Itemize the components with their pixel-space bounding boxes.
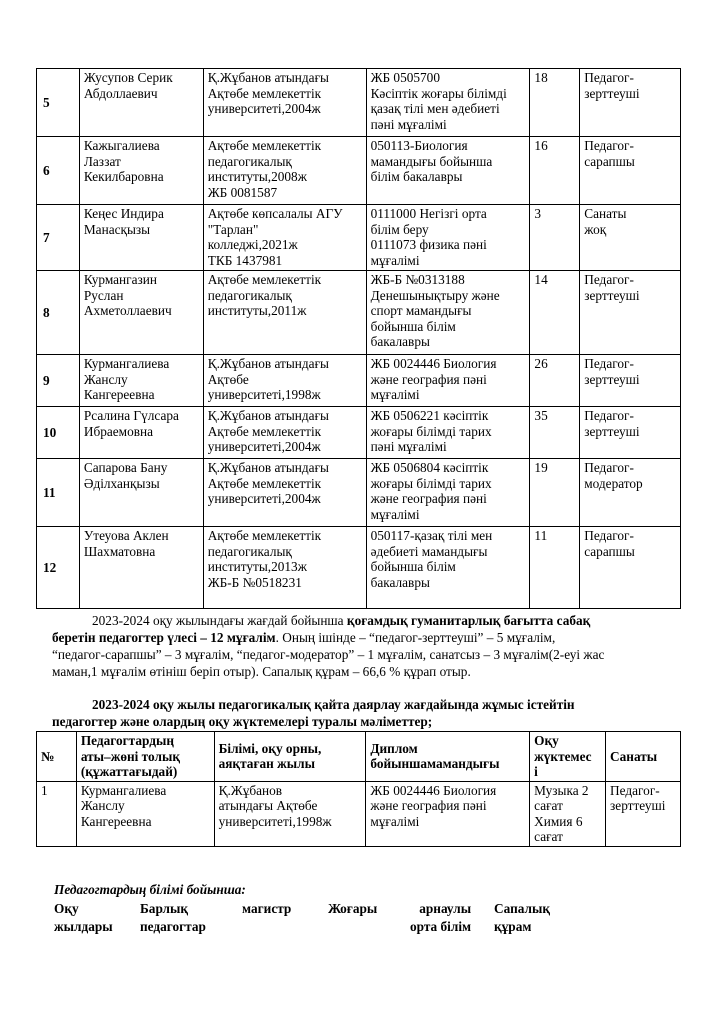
row-number: 7	[37, 205, 80, 271]
heading-line: педагогтер және олардың оқу жүктемелері туралы мәліметтер;	[52, 714, 433, 729]
col-line: құрам	[494, 919, 532, 934]
col-line: орта білім	[410, 919, 472, 934]
cell-line: Кеңес Индира	[83, 206, 164, 221]
cell-line: мамандығы бойынша	[370, 153, 493, 169]
cell-line: Жусупов Серик	[83, 70, 173, 85]
cell-load	[530, 781, 606, 846]
cell-line: Педагог-	[584, 272, 634, 287]
row-number: 8	[37, 271, 80, 355]
table-row	[37, 137, 681, 205]
summary-text: “педагог-сарапшы” – 3 мұғалім, “педагог-модератор” – 1 мұғалім, санатсыз – 3 мұғалім(2-еуі жас	[52, 647, 605, 662]
cell-line: Педагог-	[584, 528, 634, 543]
header-line: Оқу	[534, 733, 559, 748]
table-row	[37, 781, 681, 846]
cell-line: университеті,1998ж	[218, 813, 332, 829]
cell-edu	[203, 271, 366, 355]
cell-line: мұғалімі	[370, 813, 420, 829]
cell-name	[79, 527, 203, 609]
cell-line: Кекилбаровна	[83, 169, 164, 184]
cell-name	[79, 271, 203, 355]
cell-line: бакалавры	[370, 334, 430, 349]
cell-line: педагогикалық	[207, 153, 292, 169]
cell-line: ЖБ 0024446 Биология	[370, 782, 497, 798]
cell-line: университеті,2004ж	[207, 491, 321, 506]
cell-diploma	[366, 137, 530, 205]
header-line: бойыншамамандығы	[370, 756, 500, 772]
cell-line: зерттеуші	[610, 798, 666, 813]
col-higher	[328, 900, 377, 918]
cell-name	[79, 69, 203, 137]
cell-line: ЖБ 0505700	[370, 70, 440, 85]
row-number: 10	[37, 407, 80, 459]
cell-line: Ахметоллаевич	[83, 303, 172, 318]
cell-line: зерттеуші	[584, 85, 640, 101]
cell-line: пәні мұғалімі	[370, 116, 447, 132]
cell-line: университеті,2004ж	[207, 101, 321, 116]
cell-category	[580, 407, 681, 459]
cell-name	[79, 355, 203, 407]
header-num: №	[37, 732, 77, 782]
cell-line: және география пәні	[370, 491, 487, 506]
cell-line: Утеуова Аклен	[83, 528, 169, 543]
cell-edu	[203, 527, 366, 609]
cell-line: Курмангалиева	[83, 356, 170, 371]
cell-line: 0111000 Негізгі орта	[370, 206, 487, 221]
cell-years: 35	[530, 407, 580, 459]
cell-years: 16	[530, 137, 580, 205]
cell-line: "Тарлан"	[207, 221, 259, 237]
cell-category	[580, 69, 681, 137]
cell-num: 1	[37, 781, 77, 846]
cell-line: спорт мамандығы	[370, 303, 472, 318]
table-row	[37, 69, 681, 137]
cell-line: институты,2011ж	[207, 303, 307, 318]
cell-line: зерттеуші	[584, 423, 640, 439]
col-line: жылдары	[54, 919, 113, 934]
header-load	[530, 732, 606, 782]
table-row	[37, 407, 681, 459]
col-all-teachers	[140, 900, 206, 936]
cell-line: және география пәні	[370, 371, 487, 387]
cell-line: Курмангалиева	[80, 782, 167, 798]
cell-name	[79, 459, 203, 527]
cell-edu	[203, 459, 366, 527]
cell-line: Музыка 2	[534, 782, 589, 798]
col-master	[242, 900, 291, 918]
row-number: 11	[37, 459, 80, 527]
cell-line: жоғары білімді тарих	[370, 423, 492, 439]
cell-diploma	[366, 205, 530, 271]
cell-line: Әділханқызы	[83, 475, 160, 491]
cell-line: ЖБ 0506804 кәсіптік	[370, 460, 489, 475]
header-line: жүктемес	[534, 748, 592, 764]
cell-years: 19	[530, 459, 580, 527]
cell-line: Сапарова Бану	[83, 460, 168, 475]
cell-line: сағат	[534, 829, 563, 844]
cell-line: Шахматовна	[83, 543, 156, 559]
cell-line: Кажыгалиева	[83, 138, 160, 153]
summary-bold-text: қоғамдық гуманитарлық бағытта сабақ	[346, 613, 591, 628]
summary-paragraph	[54, 612, 684, 680]
cell-line: 050113-Биология	[370, 138, 468, 153]
cell-line: Қ.Жұбанов атындағы	[207, 460, 329, 475]
cell-diploma	[366, 355, 530, 407]
cell-line: Манасқызы	[83, 221, 151, 237]
cell-line: Рсалина Гүлсара	[83, 408, 179, 423]
cell-line: бойынша білім	[370, 559, 456, 574]
cell-line: Абдоллаевич	[83, 85, 158, 101]
cell-diploma	[366, 271, 530, 355]
col-line: Сапалық	[494, 901, 551, 916]
retraining-heading	[54, 696, 575, 730]
header-line: Диплом	[370, 740, 418, 756]
cell-line: университеті,2004ж	[207, 439, 321, 454]
cell-line: Лаззат	[83, 153, 121, 169]
education-summary-section	[54, 881, 551, 934]
cell-line: білім беру	[370, 221, 429, 237]
cell-line: зерттеуші	[584, 287, 640, 303]
header-line: аяқтаған жылы	[218, 756, 315, 772]
cell-line: Қ.Жұбанов атындағы	[207, 408, 329, 423]
cell-line: Педагог-	[584, 408, 634, 423]
cell-line: педагогикалық	[207, 543, 292, 559]
cell-edu	[203, 69, 366, 137]
header-diploma	[366, 732, 530, 782]
cell-line: сағат	[534, 798, 563, 813]
col-line: магистр	[242, 901, 292, 916]
cell-line: зерттеуші	[584, 371, 640, 387]
cell-line: жоғары білімді тарих	[370, 475, 492, 491]
table-row	[37, 271, 681, 355]
cell-line: 0111073 физика пәні	[370, 237, 487, 252]
cell-line: білім бакалавры	[370, 169, 463, 184]
cell-category	[606, 781, 681, 846]
cell-edu	[203, 407, 366, 459]
col-line: Барлық	[140, 901, 189, 916]
table-header-row	[37, 732, 681, 782]
cell-line: колледжі,2021ж	[207, 237, 298, 252]
table-row	[37, 205, 681, 271]
col-special-secondary	[410, 900, 471, 936]
cell-category	[580, 355, 681, 407]
cell-name	[79, 205, 203, 271]
header-line: аты–жөні толық	[80, 748, 181, 764]
cell-line: Педагог-	[584, 138, 634, 153]
cell-line: бойынша білім	[370, 318, 456, 334]
cell-line: Ақтөбе мемлекеттік	[207, 138, 322, 153]
cell-line: ЖБ 0506221 кәсіптік	[370, 408, 489, 423]
cell-years: 18	[530, 69, 580, 137]
teachers-table	[36, 68, 681, 609]
cell-line: қазақ тілі мен әдебиеті	[370, 101, 500, 116]
cell-line: ЖБ-Б №0313188	[370, 272, 465, 287]
cell-line: мұғалімі	[370, 506, 420, 522]
cell-line: сарапшы	[584, 543, 635, 559]
col-line: Жоғары	[328, 901, 378, 916]
cell-line: 050117-қазақ тілі мен	[370, 528, 493, 543]
cell-line: Қ.Жұбанов атындағы	[207, 70, 329, 85]
cell-diploma	[366, 527, 530, 609]
cell-line: Қ.Жұбанов атындағы	[207, 356, 329, 371]
col-quality	[494, 900, 550, 936]
cell-category	[580, 527, 681, 609]
row-number: 12	[37, 527, 80, 609]
row-number: 6	[37, 137, 80, 205]
cell-line: пәні мұғалімі	[370, 439, 447, 454]
cell-line: Жанслу	[83, 371, 128, 387]
cell-line: Химия 6	[534, 813, 583, 829]
col-study-years	[54, 900, 113, 936]
summary-text: маман,1 мұғалім өтініш беріп отыр). Сапалық құрам – 66,6 % құрап отыр.	[52, 664, 471, 679]
cell-line: Ақтөбе мемлекеттік	[207, 272, 322, 287]
summary-bold-text: беретін педагогтер үлесі – 12 мұғалім	[52, 630, 276, 645]
cell-line: сарапшы	[584, 153, 635, 169]
cell-name	[76, 781, 214, 846]
cell-line: Ақтөбе мемлекеттік	[207, 423, 322, 439]
cell-line: және география пәні	[370, 798, 487, 813]
cell-line: Руслан	[83, 287, 124, 303]
header-line: і	[534, 764, 538, 779]
cell-line: Педагог-	[584, 70, 634, 85]
cell-edu	[203, 137, 366, 205]
header-line: Білімі, оқу орны,	[218, 740, 322, 756]
cell-line: Педагог-	[584, 460, 634, 475]
cell-line: Ақтөбе көпсалалы АГУ	[207, 206, 343, 221]
header-edu	[214, 732, 366, 782]
col-line: Оқу	[54, 901, 79, 916]
summary-text: 2023-2024 оқу жылындағы жағдай бойынша	[92, 613, 347, 628]
cell-years: 14	[530, 271, 580, 355]
cell-edu	[214, 781, 366, 846]
cell-line: педагогикалық	[207, 287, 292, 303]
cell-line: мұғалімі	[370, 387, 420, 402]
cell-line: Ақтөбе	[207, 371, 249, 387]
table-row	[37, 527, 681, 609]
cell-line: Ақтөбе мемлекеттік	[207, 85, 322, 101]
row-number: 5	[37, 69, 80, 137]
col-line: арнаулы	[419, 901, 472, 916]
cell-years: 26	[530, 355, 580, 407]
header-line: (құжаттағыдай)	[80, 764, 178, 779]
cell-line: атындағы Ақтөбе	[218, 798, 318, 813]
header-category: Санаты	[606, 732, 681, 782]
cell-line: модератор	[584, 475, 643, 491]
cell-category	[580, 271, 681, 355]
col-line: педагогтар	[140, 919, 206, 934]
cell-line: Денешынықтыру және	[370, 287, 500, 303]
cell-category	[580, 205, 681, 271]
cell-line: институты,2013ж	[207, 559, 307, 574]
table-row	[37, 355, 681, 407]
cell-line: институты,2008ж	[207, 169, 307, 184]
retraining-table	[36, 731, 681, 847]
cell-line: ЖБ 0024446 Биология	[370, 356, 497, 371]
cell-edu	[203, 355, 366, 407]
summary-text: . Оның ішінде – “педагог-зерттеуші” – 5 мұғалім,	[275, 630, 556, 645]
table-row	[37, 459, 681, 527]
cell-diploma	[366, 69, 530, 137]
header-name	[76, 732, 214, 782]
cell-diploma	[366, 407, 530, 459]
cell-line: Кәсіптік жоғары білімді	[370, 85, 507, 101]
cell-line: Санаты	[584, 206, 627, 221]
cell-line: жоқ	[584, 221, 607, 237]
cell-line: Кангереевна	[80, 813, 152, 829]
cell-line: Ибраемовна	[83, 423, 154, 439]
cell-name	[79, 407, 203, 459]
header-line: Педагогтардың	[80, 733, 175, 748]
cell-line: әдебиеті мамандығы	[370, 543, 488, 559]
cell-line: университеті,1998ж	[207, 387, 321, 402]
cell-line: мұғалімі	[370, 252, 420, 268]
cell-years: 11	[530, 527, 580, 609]
heading-line: 2023-2024 оқу жылы педагогикалық қайта даярлау жағдайында жұмыс істейтін	[92, 697, 575, 712]
cell-line: Ақтөбе мемлекеттік	[207, 475, 322, 491]
cell-name	[79, 137, 203, 205]
cell-line: Педагог-	[610, 782, 660, 798]
cell-category	[580, 459, 681, 527]
cell-category	[580, 137, 681, 205]
cell-years: 3	[530, 205, 580, 271]
cell-diploma	[366, 459, 530, 527]
cell-line: ЖБ-Б №0518231	[207, 574, 302, 590]
cell-line: Кангереевна	[83, 387, 155, 402]
cell-diploma	[366, 781, 530, 846]
cell-line: Курмангазин	[83, 272, 158, 287]
cell-line: ТКБ 1437981	[207, 252, 283, 268]
cell-line: Жанслу	[80, 798, 125, 813]
cell-line: Ақтөбе мемлекеттік	[207, 528, 322, 543]
row-number: 9	[37, 355, 80, 407]
education-summary-title: Педагогтардың білімі бойынша:	[54, 882, 246, 897]
cell-line: Қ.Жұбанов	[218, 782, 283, 798]
cell-line: бакалавры	[370, 574, 430, 590]
cell-line: Педагог-	[584, 356, 634, 371]
cell-edu	[203, 205, 366, 271]
cell-line: ЖБ 0081587	[207, 184, 278, 200]
